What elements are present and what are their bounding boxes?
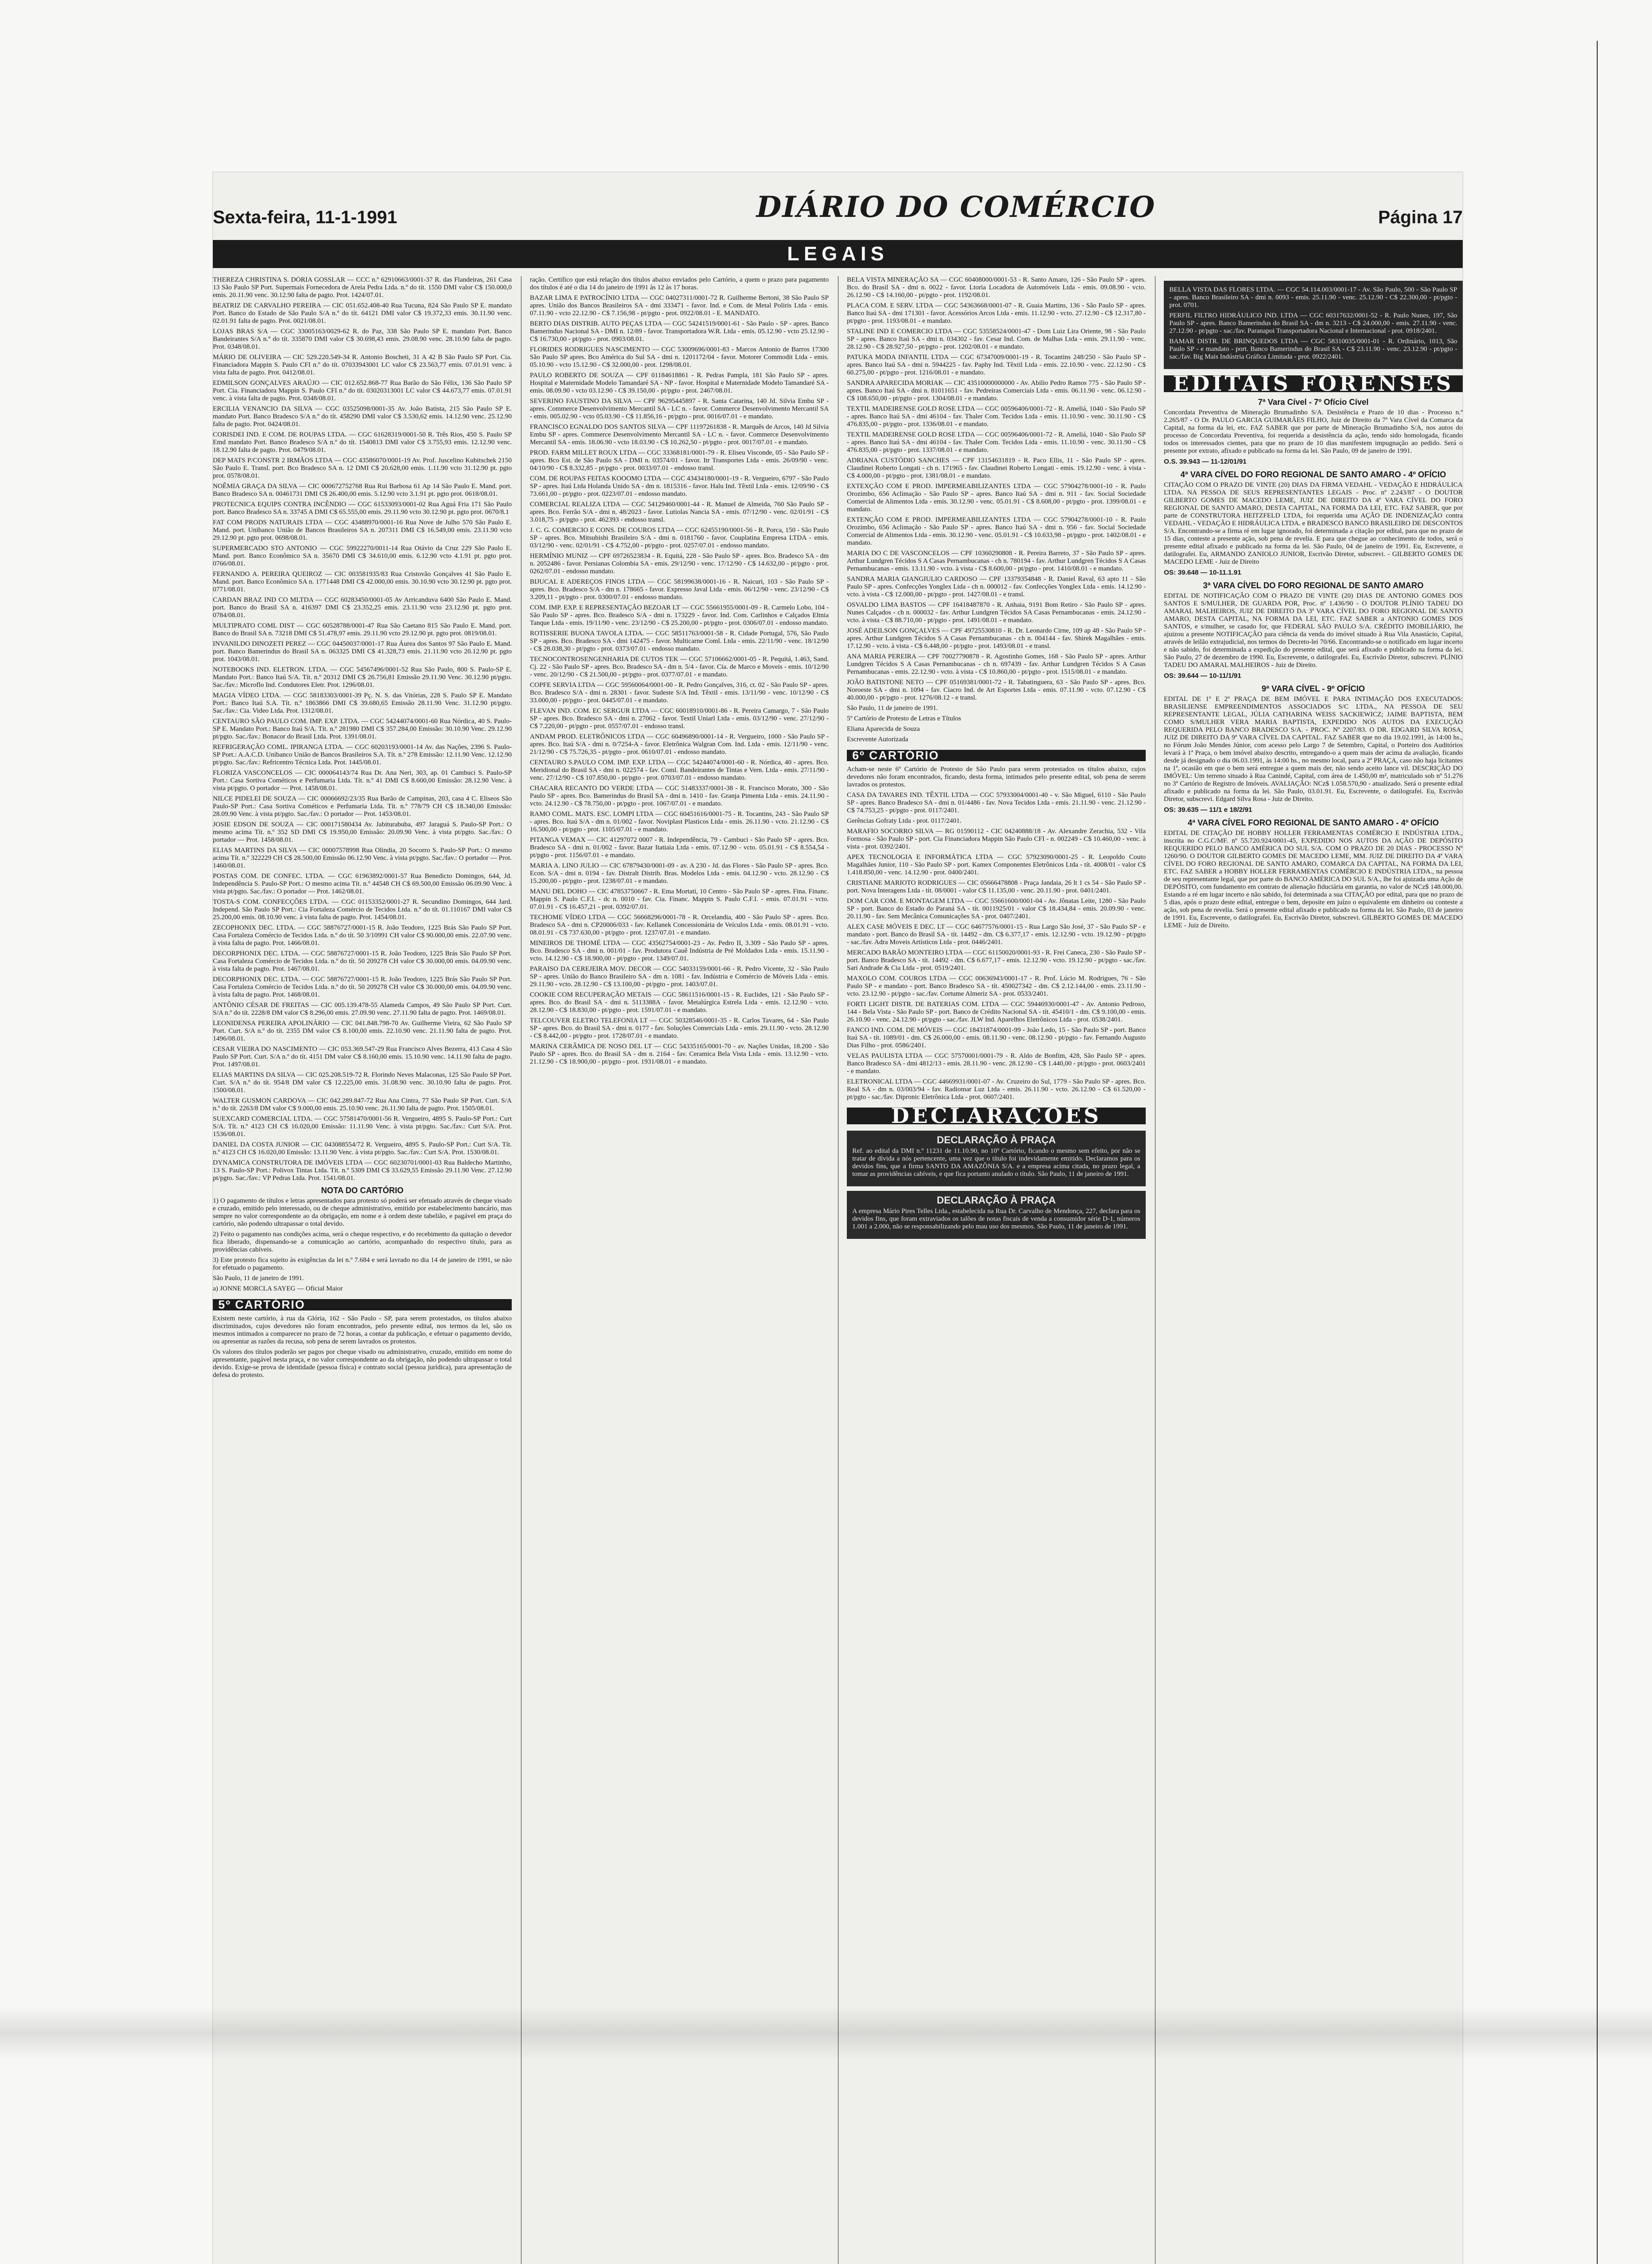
protest-notice: POSTAS COM. DE CONFEC. LTDA. — CGC 61963892/0001-57 Rua Benedicto Domingos, 644, Jd. Independência S. Paulo-SP Port.: O mesmo acima Tít. n.º 44548 CH C$ 69.500,00 Emissão 06.09.90 Venc. à vista pt/pgto. Sac./fav.: O portador — Prot. 1462/08.01.: [213, 873, 512, 895]
protest-notice: REFRIGERAÇÃO COML. IPIRANGA LTDA. — CGC 60203193/0001-14 Av. das Nações, 2396 S. Paulo-SP Port.: A.A.C.D. Unibanco União de Bancos Brasileiros S.A. Tít. n.º 278 Emissão: 12.11.90 Venc. 12.12.90 pt/pgto. Sac./fav.: Refricentro Técnica Ltda. Prot. 1445/08.01.: [213, 743, 512, 766]
newspaper-page: [213, 172, 1463, 2264]
protest-notice: MARINA CERÂMICA DE NOSO DEL LT — CGC 54335165/0001-70 - av. Nações Unidas, 18.200 - São Paulo SP - apres. Bco. do Brasil SA - dm n. 2164 - fav. Ceramica Bela Vista Ltda - emis. 13.12.90 - vcto. 21.12.90 - C$ 18.900,00 - pt/pgto - prot. 1931/08.01 - e mandato.: [530, 1043, 829, 1065]
declaracoes-header: DECLARAÇÕES: [847, 1108, 1146, 1124]
protest-notice: PAULO ROBERTO DE SOUZA — CPF 01184618861 - R. Pedras Pampla, 181 São Paulo SP - apres. Hospital e Maternidade Modelo Tamandaré SA - NP - favor. Hospital e Maternidade Modelo Tamandaré SA - emis. 08.09.90 - vcto 03.12.90 - C$ 39.150,00 - pt/pgto - prot. 2467/08.01.: [530, 372, 829, 394]
col3-cartorio6: [847, 766, 1146, 1101]
col1-note: [213, 1197, 512, 1293]
protest-notice: NOTEBOOKS IND. ELETRON. LTDA. — CGC 54567496/0001-52 Rua São Paulo, 800 S. Paulo-SP E. Mandato Port.: Banco Itaú S/A. Tít. n.º 20312 DMI C$ 26.756,81 Emissão 29.11.90 Venc. 30.12.90 pt/pgto. Sac./fav.: Microflo Ind. Condutores Eletr. Prot. 1296/08.01.: [213, 666, 512, 689]
note-title: NOTA DO CARTÓRIO: [321, 1186, 403, 1195]
edital-signoff: OS: 39.644 — 10-11/1/91: [1164, 672, 1241, 680]
protest-notice: J. C. G. COMERCIO E CONS. DE COUROS LTDA — CGC 62455190/0001-56 - R. Porca, 150 - São Paulo SP - apres. Bco. Mitsubishi Brasileiro S/A - dmi n. 0181760 - favor. Couplatina Empresa LTDA - emis. 03/12/90 - venc. 02/01/91 - C$ 4.752,00 - pt/pgto - prot. 0257/07.01 - endosso mandato.: [530, 527, 829, 549]
protest-notice: CESAR VIEIRA DO NASCIMENTO — CIC 053.369.547-29 Rua Francisco Alves Bezerra, 413 Casa 4 São Paulo SP Port. Curt. S/A n.º do tít. 4151 DM valor C$ 8.160,00 emis. 15.10.90 venc. 14.11.90 falta de pagto. Prot. 1497/08.01.: [213, 1046, 512, 1068]
declaracao-title: DECLARAÇÃO À PRAÇA: [936, 1194, 1056, 1206]
note-paragraph: 3) Este protesto fica sujeito às exigências da lei n.º 7.684 e será lavrado no dia 14 de janeiro de 1991, se não for efetuado o pagamento.: [213, 1257, 512, 1271]
declaracao-text: A empresa Mário Pires Telles Ltda., estabelecida na Rua Dr. Carvalho de Mendonça, 227, declara para os devidos fins, que foram extraviados os talões de notas fiscais de venda a consumidor série D-1, números 1.001 a 2.000, não se responsabilizando pelo mau uso dos mesmos. São Paulo, 11 de janeiro de 1991.: [852, 1208, 1140, 1230]
protest-notice: JOÃO BATISTONE NETO — CPF 05169381/0001-72 - R. Tabatinguera, 63 - São Paulo SP - apres. Bco. Noroeste SA - dmi n. 1094 - fav. Ciacro Ind. de Art Esportes Ltda - emis. 07.11.90 - vcto. 07.12.90 - C$ 40.000,00 - pt/pgto - prot. 1276/08.12 - e transl.: [847, 679, 1146, 701]
protest-notice: TOSTA-S COM. CONFECÇÕES LTDA. — CGC 01153352/0001-27 R. Secundino Domingos, 644 Jard. Independ. São Paulo SP Port.: Cia Fortaleza Comércio de Tecidos Ltda. n.º do tít. 01.110167 DMI valor C$ 25.200,00 emis. 08.10.90 venc. à vista falta de pagto. Prot. 1454/08.01.: [213, 898, 512, 921]
protest-notice: CENTAURO SÃO PAULO COM. IMP. EXP. LTDA. — CGC 54244074/0001-60 Rua Nórdica, 40 S. Paulo-SP E. Mandato Port.: Banco Itaú S/A. Tít. n.º 281980 DMI C$ 357.284,00 Emissão: 30.10.90 Venc. 29.12.90 pt/pgto. Sac./fav.: Bonacor do Brasil Ltda. Prot. 1391/08.01.: [213, 718, 512, 740]
column-divider: [521, 276, 522, 2264]
edital-heading: 9ª VARA CÍVEL - 9º OFÍCIO: [1262, 684, 1365, 693]
protest-notice: NILCE PIDELEI DE SOUZA — CIC 00066692/23/35 Rua Barão de Campinas, 203, casa 4 C. Eliseos São Paulo-SP Port.: Casa Sortiva Cométicos e Perfumaria Ltda. Tít. n.º 778/79 CH C$ 18.340,00 Emissão: 28.09.90 Venc. à vista pt/pgto. Sac./fav.: O portador — Prot. 1453/08.01.: [213, 795, 512, 818]
edital-heading: 4ª VARA CÍVEL FORO REGIONAL DE SANTO AMARO - 4º OFÍCIO: [1187, 818, 1439, 827]
protest-notice: ADRIANA CUSTÓDIO SANCHES — CPF 13154631819 - R. Paco Ellis, 11 - São Paulo SP - apres. Claudinei Roberto Longati - ch n. 171965 - fav. Claudinei Roberto Longati - emis. 19.12.90 - venc. à vista - C$ 4.000,00 - pt/pgto - prot. 1381/08.01 - e mandato.: [847, 457, 1146, 480]
protest-notice: MAXOLO COM. COUROS LTDA — CGC 00636943/0001-17 - R. Prof. Lúcio M. Rodrigues, 76 - São Paulo SP - e mandato - port. Banco Bradesco SA - tít. 450027342 - dm. C$ 2.12.144,00 - emis. 23.11.90 - vcto. 23.12.90 - pt/pgto - sac./fav. Cortume Almeriz SA - prot. 0533/2401.: [847, 975, 1146, 998]
protest-notice: BAZAR LIMA E PATROCÍNIO LTDA — CGC 04027311/0001-72 R. Guilherme Bertoni, 38 São Paulo SP apres. União dos Bancos Brasileiros SA - dmi 333471 - favor. Ind. e Com. de Metal Poliris Ltda - emis. 07.11.90 - vcto 22.12.90 - C$ 7.156,98 - pt/pgto - prot. 0922/08.01 - E. MANDATO.: [530, 294, 829, 317]
editais-forenses-header: EDITAIS FORENSES: [1164, 375, 1463, 392]
protest-notice: ELIAS MARTINS DA SILVA — CIC 00007578998 Rua Olindia, 20 Socorro S. Paulo-SP Port.: O mesmo acima Tít. n.º 322229 CH C$ 28.500,00 Emissão 06.12.90 Venc. à vista pt/pgto. Sac./fav.: O portador — Prot. 1460/08.01.: [213, 847, 512, 869]
protest-notice: EDMILSON GONÇALVES ARAÚJO — CIC 012.652.868-77 Rua Barão do São Félix, 136 São Paulo SP Port. Cia. Financiadora Mappin S. Paulo CFI n.º do tít. 03020313001 LC valor C$ 44.673,77 emis. 07.01.91 venc. à vista falta de pagto. Prot. 0348/08.01.: [213, 379, 512, 402]
declaracao-box-2: [847, 1191, 1146, 1239]
protest-notice: CRISTIANE MARIOTO RODRIGUES — CIC 05666478808 - Praça Jandaia, 26 lt 1 cs 54 - São Paulo SP - port. Nova Interagens Ltda - tít. 08/0001 - valor C$ 11.135,00 - venc. 20.11.90 - prot. 0401/2401.: [847, 879, 1146, 894]
protest-notice: ROTISSERIE BUONA TAVOLA LTDA. — CGC 58511763/0001-58 - R. Cidade Portugal, 576, São Paulo SP - apres. Bco. Bradesco SA - dmi 142475 - favor. Multicarne Coml. Ltda - emis. 22/11/90 - venc. 18/12/90 - C$ 28.038,30 - pt/pgto - prot. 0373/07.01 - endosso mandato.: [530, 630, 829, 652]
edital-heading: 3ª VARA CÍVEL DO FORO REGIONAL DE SANTO AMARO: [1203, 581, 1424, 590]
page-number: Página 17: [1378, 207, 1463, 227]
protest-notice: FLORIDES RODRIGUES NASCIMENTO — CGC 53009696/0001-83 - Marcos Antonio de Barros 17300 São Paulo SP apres. Bco América do Sul SA - dmi n. 1201172/04 - favor. Motorer Commodit Ltda - emis. 05.10.90 - vcto 15.12.90 - C$ 32.000,00 - prot. 1298/08.01.: [530, 346, 829, 369]
protest-notice: MARAFIO SOCORRO SILVA — RG 01590112 - CIC 04240888/18 - Av. Alexandre Zerachia, 532 - Vila Formosa - São Paulo SP - port. Cia Financiadora Mappin São Paulo CFI - n. 002249 - C$ 10.460,00 - venc. à vista - prot. 0392/2401.: [847, 828, 1146, 850]
protest-notice: CASA DA TAVARES IND. TÊXTIL LTDA — CGC 57933004/0001-40 - v. São Miguel, 6110 - São Paulo SP - apres. Banco Bradesco SA - dmi n. 01/4486 - fav. Nova Tecidos Ltda - emis. 21.11.90 - venc. 21.12.90 - C$ 74.753,25 - pt/pgto - prot. 0117/2401.: [847, 791, 1146, 814]
protest-notice: ZECOPHONIX DEC. LTDA. — CGC 58876727/0001-15 R. João Teodoro, 1225 Brás São Paulo SP Port. Casa Fortaleza Comércio de Tecidos Ltda. n.º do tít. 50 3/10991 CH valor C$ 90.000,00 emis. 22.07.90 venc. à vista falta de pagto. Prot. 1466/08.01.: [213, 924, 512, 947]
protest-notice: TECHOME VÍDEO LTDA — CGC 56668296/0001-78 - R. Orcelandia, 400 - São Paulo SP - apres. Bco. Bradesco SA - dmi n. CP20006/033 - fav. Kellanek Concessionária de Veículos Ltda - emis. 08.01.91 - vcto. 08.01.91 - C$ 737.630,00 - pt/pgto - prot. 1237/07.01 - e mandato.: [530, 914, 829, 936]
cartorio5-header: 5º CARTÓRIO: [213, 1299, 512, 1310]
protest-notice: BELLA VISTA DAS FLORES LTDA. — CGC 54.114.003/0001-17 - Av. São Paulo, 500 - São Paulo SP - apres. Banco Brasileiro SA - dmi n. 0093 - emis. 25.11.90 - venc. 25.12.90 - C$ 22.300,00 - pt/pgto - prot. 0701.: [1169, 286, 1457, 309]
declaracao-box-1: [847, 1131, 1146, 1186]
protest-notice: ELETRONICAL LTDA — CGC 44669931/0001-07 - Av. Cruzeiro do Sul, 1779 - São Paulo SP - apres. Bco. Real SA - dm n. 03/003/94 - fav. Radiomar Luz Ltda - emis. 26.11.90 - vcto. 26.12.90 - C$ 61.520,00 - pt/pgto - sac./fav. Dipronic Eletrônica Ltda - prot. 0607/2401.: [847, 1078, 1146, 1101]
column-divider: [1155, 276, 1156, 2264]
note-paragraph: 2) Feito o pagamento nas condições acima, será o cheque respectivo, e do recebimento da quitação o devedor fica liberado, dispensando-se a comunicação ao cartório, acompanhado do respectivo título, para as providências cabíveis.: [213, 1231, 512, 1253]
protest-notice: HERMÍNIO MUNIZ — CPF 69726523834 - R. Equitá, 228 - São Paulo SP - apres. Bco. Bradesco SA - dm n. 2052486 - favor. Persianas Colombia SA - emis. 29/12/90 - venc. 17/12/90 - C$ 14.632,00 - pt/pgto - prot. 0262/07.01 - endosso mandato.: [530, 552, 829, 575]
edital-heading: 4ª VARA CÍVEL DO FORO REGIONAL DE SANTO AMARO - 4º OFÍCIO: [1180, 470, 1446, 479]
protest-notice: ração. Certifico que está relação dos títulos abaixo enviados pelo Cartório, a quem o prazo para pagamento dos títulos é até o dia 14 do janeiro de 1991 às 12 às 17 horas.: [530, 276, 829, 291]
protest-notice: BERTO DIAS DISTRIB. AUTO PEÇAS LTDA — CGC 54241519/0001-61 - São Paulo - SP - apres. Banco Bamerindus Nacional SA - DMI n. 12/89 - favor. Transportadora W.R. Ltda - emis. 05.12.90 - vcto 25.12.90 - C$ 16.730,00 - pt/pgto - prot. 0903/08.01.: [530, 320, 829, 343]
protest-notice: BAMAR DISTR. DE BRINQUEDOS LTDA — CGC 58310035/0001-01 - R. Ordinário, 1013, São Paulo SP - e mandato - port. Banco Bamerindus do Brasil SA - C$ 23.11.90 - venc. 23.12.90 - pt/pgto - sac./fav. Big Mais Indústria Gráfica Limitada - prot. 0922/2401.: [1169, 338, 1457, 360]
cartorio6-header: 6º CARTÓRIO: [847, 750, 1146, 761]
protest-notice: PROTECNICA EQUIPS CONTRA INCÊNDIO — CGC 61533093/0001-02 Rua Aguá Fria 171 São Paulo port. Banco Bradesco SA n. 33745 A DMI C$ 65.555,00 emis. 29.11.90 vcto 30.12.90 pt. pgto prot. 0670/8.1: [213, 501, 512, 516]
protest-notice: THEREZA CHRISTINA S. DÓRIA GOSSLAR — CCC n.º 62910663/0001-37 R. das Flandeiras, 261 Casa 13 São Paulo SP Port. Supermais Fornecedora de Areia Pedra Ltda. n.º do tít. 1550 DMI valor C$ 150.000,0 emis. 20.11.90 venc. 30.12.90 falta de pagto. Prot. 1424/07.01.: [213, 276, 512, 299]
protest-notice: LOJAS BRAS S/A — CGC 33005163/0029-62 R. do Paz, 338 São Paulo SP E. mandato Port. Banco Bandeirantes S/A n.º do tít. 335870 DMI valor C$ 30.698,43 emis. 29.08.90 venc. 28.10.90 falta de pagto. Prot. 0348/08.01.: [213, 328, 512, 350]
edital-text: EDITAL DE NOTIFICAÇÃO COM O PRAZO DE VINTE (20) DIAS DE ANTONIO GOMES DOS SANTOS E S/MULHER, DE GUARDA POR, Proc. nº 1.436/90 - O DOUTOR PLÍNIO TADEU DO AMARAL MALHEIROS, JUIZ DE DIREITO DA 3ª VARA CÍVEL DO FORO REGIONAL DE SANTO AMARO, DESTA CAPITAL, NA FORMA DA LEI, ETC. FAZ SABER a ANTONIO GOMES DOS SANTOS, e s/mulher, se casado for, que FEDERAL SÃO PAULO S/A. CRÉDITO IMOBILIÁRIO, lhe ajuizou a presente NOTIFICAÇÃO para ciência da venda do imóvel situado à Rua Vila Anastácio, Capital, através de leilão extrajudicial, nos termos do Decreto-lei 70/66. Encontrando-se o notificado em lugar incerto e não sabido, foi determinada a expedição do presente edital, que será afixado e publicado na forma da lei. São Paulo, 27 de dezembro de 1990. Eu, Escrevente, o datilografei. Eu, Escrivão Diretor, subscrevi. PLÍNIO TADEU DO AMARAL MALHEIROS - Juiz de Direito.: [1164, 592, 1463, 669]
col3-notices: [847, 276, 1146, 743]
protest-notice: COMERCIAL REALIZA LTDA — CGC 54129460/0001-44 - R. Manuel de Almeida, 760 São Paulo SP - apres. Bco. Ferrão S/A - dmi n. 48/2023 - favor. Lutiolas Nancia SA - emis. 07/12/90 - venc. 02/01/91 - C$ 3.018,75 - pt/pgto - prot. 462393 - endosso transl.: [530, 501, 829, 523]
protest-notice: MÁRIO DE OLIVEIRA — CIC 529.220.549-34 R. Antonio Boscheti, 31 A 42 B São Paulo SP Port. Cia. Financiadora Mappin S. Paulo CFI n.º do tít. 07033943001 LC valor C$ 23.563,77 emis. 07.01.91 venc. à vista falta de pagto. Prot. 0412/08.01.: [213, 354, 512, 376]
protest-notice: Eliana Aparecida de Souza: [847, 725, 920, 733]
protest-notice: SEVERINO FAUSTINO DA SILVA — CPF 96295445897 - R. Santa Catarina, 140 Jd. Silvia Embu SP - apres. Commerce Desenvolvimento Mercantil SA - LC n. - favor. Commerce Desenvolvimento Mercantil SA - emis. 005.02.90 - vcto 05.03.90 - C$ 11.856,16 - pt/pgto - prot. 0016/07.01 - e mandato.: [530, 398, 829, 420]
protest-notice: FLEVAN IND. COM. EC SERGUR LTDA — CGC 60018910/0001-86 - R. Pereira Camargo, 7 - São Paulo SP - apres. Bco. Bradesco SA - dmi n. 27062 - favor. Textil Uniarl Ltda - emis. 03/12/90 - venc. 27/12/90 - C$ 7.220,00 - pt/pgto - prot. 0557/07.01 - endosso transl.: [530, 707, 829, 730]
protest-notice: DEP MATS P/CONSTR 2 IRMÃOS LTDA — CGC 43586070/0001-19 Av. Prof. Juscelino Kubitschek 2150 São Paulo E. Transl. port. Bco Bradesco SA n. 12 DMI C$ 20.628,00 emis. 1.11.90 vcto 31.12.90 pt. pgto prot. 0578/08.01.: [213, 457, 512, 480]
note-paragraph: 1) O pagamento de títulos e letras apresentados para protesto só poderá ser efetuado através de cheque visado e cruzado, emitido pelo interessado, ou de cheque administrativo, emitido por estabelecimento bancário, mas sempre no valor correspondente ao da obrigação, em nome e à ordem deste tabelião, e pagável em praça do cartório, não podendo ultrapassar o total devido.: [213, 1197, 512, 1228]
protest-notice: JOSIE EDSON DE SOUZA — CIC 000171580434 Av. Jabiturabuba, 497 Jaraguá S. Paulo-SP Port.: O mesmo acima Tít. n.º 352 SD DMI C$ 19.950,00 Emissão: 20.09.90 Venc. à vista pt/pgto. Sac./fav.: O portador — Prot. 1458/08.01.: [213, 821, 512, 844]
protest-notice: DECORPHONIX DEC. LTDA. — CGC 58876727/0001-15 R. João Teodoro, 1225 Brás São Paulo SP Port. Casa Fortaleza Comércio de Tecidos Ltda. n.º do tít. 50 209278 CH valor C$ 30.000,00 emis. 04.09.90 venc. à vista falta de pagto. Prot. 1468/08.01.: [213, 976, 512, 998]
protest-notice: OSVALDO LIMA BASTOS — CPF 16418487870 - R. Anhaia, 9191 Bom Retiro - São Paulo SP - apres. Nunes Calçados - ch n. 000032 - fav. Arthur Lundgren Técidos SA Casas Pernambucanas - emis. 24.12.90 - vcto. à vista - C$ 88.710,00 - pt/pgto - prot. 1491/08.01 - e mandato.: [847, 601, 1146, 624]
protest-notice: PITANGA VEMAX — CIC 41297072 0007 - R. Independência, 79 - Cambuci - São Paulo SP - apres. Bco. Bradesco SA - dmi n. 01/002 - favor. Bazar Itatiaia Ltda - emis. 07.12.90 - vcto. 05.01.91 - C$ 8.554,54 - pt/pgto - prot. 1156/07.01 - e mandato.: [530, 836, 829, 859]
protest-notice: ALEX CASE MÓVEIS E DEC. LT — CGC 64677576/0001-15 - Rua Largo São José, 37 - São Paulo SP - e mandato - port. Banco do Brasil SA - tít. 14492 - dm. C$ 6.377,17 - emis. 12.12.90 - vcto. 19.12.90 - pt/pgto - sac./fav. Adra Moveis Artísticos Ltda - prot. 0446/2401.: [847, 923, 1146, 946]
protest-notice: JOSÉ ADEILSON GONÇALVES — CPF 49725530810 - R. Dr. Leonardo Cirne, 109 ap 48 - São Paulo SP - apres. Arthur Lundgren Técidos S A Casas Pernambucanas - ch n. 004144 - fav. Shirek Magalhães - emis. 17.12.90 - vcto. à vista - C$ 6.448,00 - pt/pgto - prot. 1493/08.01 - e transl.: [847, 627, 1146, 650]
newspaper-masthead: DIÁRIO DO COMÉRCIO: [756, 190, 1156, 224]
protest-notice: PARAISO DA CEREJEIRA MOV. DECOR — CGC 54033159/0001-66 - R. Pedro Vicente, 32 - São Paulo SP - apres. União do Banco Brasileiro SA - dm n. 1081 - fav. Indústria e Comércio de Móveis Ltda - emis. 29.11.90 - vcto. 28.12.90 - C$ 13.100,00 - pt/pgto - prot. 1403/07.01.: [530, 965, 829, 988]
section-title-bar: LEGAIS: [213, 240, 1463, 268]
protest-notice: 5º Cartório de Protesto de Letras e Títulos: [847, 715, 961, 722]
declaracao-title: DECLARAÇÃO À PRAÇA: [936, 1134, 1056, 1146]
protest-notice: PATUKA MODA INFANTIL LTDA — CGC 67347009/0001-19 - R. Tocantins 248/250 - São Paulo SP - apres. Banco Itaú SA - dmi n. 5944225 - fav. Paphy Ind. Têxtil Ltda - emis. 22.10.90 - venc. 22.12.90 - C$ 60.275,00 - pt/pgto - prot. 1216/08.01 - e mandato.: [847, 354, 1146, 376]
protest-notice: TELCOUVER ELETRO TELEFONIA LT — CGC 50328546/0001-35 - R. Carlos Tavares, 64 - São Paulo SP - apres. Bco. do Brasil SA - dmi n. 0177 - fav. Soluções Comerciais Ltda - emis. 29.11.90 - vcto. 28.12.90 - C$ 8.442,00 - pt/pgto - prot. 1728/07.01 - e mandato.: [530, 1017, 829, 1040]
col2-notices: [530, 276, 829, 1066]
protest-notice: TECNOCONTROSENGENHARIA DE CUTOS TEK — CGC 57106662/0001-05 - R. Pequitá, 1.463, Sand. Cj. 22 - São Paulo SP - apres. Bco. Bradesco SA - dm n. 5/4 - favor. Cia. de Marco e Moveis - emis. 10/12/90 - venc. 20/12/90 - C$ 21.500,00 - pt/pgto - prot. 0377/07.01 - e mandato.: [530, 656, 829, 678]
protest-notice: Acham-se neste 6º Cartório de Protesto de São Paulo para serem protestados os títulos abaixo, cujos devedores não foram encontrados, ficando, desta forma, intimados pelo presente edital, sob pena de serem lavrados os protestos.: [847, 766, 1146, 788]
column-4: [1164, 276, 1463, 2264]
edital-signoff: OS: 39.635 — 11/1 e 18/2/91: [1164, 806, 1253, 814]
protest-notice: FORTI LIGHT DISTR. DE BATERIAS COM. LTDA — CGC 59446930/0001-47 - Av. Antonio Pedroso, 144 - Bela Vista - São Paulo SP - port. Banco de Crédito Nacional SA - tít. 45410/1 - dm. C$ 9.100,00 - emis. 26.10.90 - venc. 24.12.90 - pt/pgto - sac./fav. JLW Ind. Aparelhos Eletrônicos Ltda - prot. 0538/2401.: [847, 1001, 1146, 1023]
protest-notice: MULTIPRATO COML DIST — CGC 60528788/0001-47 Rua São Caetano 815 São Paulo E. Mand. port. Banco do Brasil SA n. 73218 DMI C$ 51.478,97 emis. 29.11.90 vcto 29.12.90 pt. pgto prot. 0819/08.01.: [213, 622, 512, 637]
protest-notice: DOM CAR COM. E MONTAGEM LTDA — CGC 55661600/0001-04 - Av. Jônatas Leite, 1280 - São Paulo SP - port. Banco do Estado do Paraná SA - tít. 0011925/01 - valor C$ 18.434,84 - emis. 20.09.90 - venc. 20.11.90 - fav. Sem Mecânica Comunicações SA - prot. 0407/2401.: [847, 897, 1146, 920]
col1-cartorio5: [213, 1315, 512, 1379]
cartorio-paragraph: Os valores dos títulos poderão ser pagos por cheque visado ou administrativo, cruzado, emitido em nome do apresentante, pagável nesta praça, e no valor correspondente ao da obrigação, não podendo ultrapassar o total devido. Exige-se prova de identidade (pessoa física) e contrato social (pessoa jurídica), para apresentação de defesa do protesto.: [213, 1348, 512, 1379]
protest-notice: FANCO IND. COM. DE MÓVEIS — CGC 18431874/0001-99 - João Ledo, 15 - São Paulo SP - port. Banco Itaú SA - tít. 1089/01 - dm. C$ 26.000,00 - emis. 08.11.90 - venc. 08.12.90 - pt/pgto - fav. Fernando Augusto Dias Filho - prot. 0586/2401.: [847, 1026, 1146, 1049]
note-paragraph: São Paulo, 11 de janeiro de 1991.: [213, 1275, 304, 1282]
protest-notice: Escrevente Autorizada: [847, 736, 908, 743]
edital-signoff: O.S. 39.943 — 11-12/01/91: [1164, 458, 1247, 465]
protest-notice: ANDAM PROD. ELETRÔNICOS LTDA — CGC 60496890/0001-14 - R. Vergueiro, 1000 - São Paulo SP - apres. Bco. Itaú S/A - dmi n. 0/7254-A - favor. Eletrônica Walgran Com. Ind. Ltda - emis. 12/11/90 - venc. 21/12/90 - C$ 75.726,35 - pt/pgto - prot. 0610/07.01 - endosso mandato.: [530, 733, 829, 756]
protest-notice: MINEIROS DE THOMÉ LTDA — CGC 43562754/0001-23 - Av. Pedro II, 3.309 - São Paulo SP - apres. Bco. Bradesco SA - dmi n. 001/01 - fav. Produtora Cauê Indústria de Pré Moldados Ltda - emis. 15.11.90 - vcto. 14.12.90 - C$ 18.900,00 - pt/pgto - prot. 1349/07.01.: [530, 940, 829, 962]
page-header: [213, 172, 1463, 240]
protest-notice: ANA MARIA PEREIRA — CPF 70027790878 - R. Agostinho Gomes, 168 - São Paulo SP - apres. Arthur Lundgren Técidos S A Casas Pernambucanas - ch n. 697439 - fav. Arthur Lundgren Técidos S A Casas Pernambucanas - emis. 22.12.90 - vcto. à vista - C$ 10.860,00 - pt/pgto - prot. 1515/08.01 - e mandato.: [847, 653, 1146, 676]
protest-notice: ELIAS MARTINS DA SILVA — CIC 025.208.519-72 R. Florindo Neves Malaconas, 125 São Paulo SP Port. Curt. S/A n.º do tít. 954/8 DM valor C$ 12.225,00 emis. 31.08.90 venc. 30.10.90 falta de pagto. Prot. 1500/08.01.: [213, 1071, 512, 1094]
protest-notice: EXTEXÇÃO COM E PROD. IMPERMEABILIZANTES LTDA — CGC 57904278/0001-10 - R. Paulo Orozimbo, 656 Aclimação - São Paulo SP - apres. Banco Itaú SA - dmi n. 911 - fav. Social Sociedade Comercial de Alimentos Ltda - emis. 30.12.90 - venc. 05.01.91 - C$ 8.608,00 - pt/pgto - prot. 1399/08.01 - e mandato.: [847, 483, 1146, 513]
edital-heading: 7ª Vara Cível - 7º Ofício Cível: [1258, 398, 1369, 407]
editais-list: [1164, 398, 1463, 930]
protest-notice: DANIEL DA COSTA JUNIOR — CIC 043088554/72 R. Vergueiro, 4895 S. Paulo-SP Port.: Curt S/A. Tít. n.º 4123 CH C$ 16.020,00 Emissão: 13.11.90 Venc. à vista pt/pgto. Sac./fav.: Curt S/A. Prot. 1530/08.01.: [213, 1141, 512, 1156]
protest-notice: WALTER GUSMON CARDOVA — CIC 042.289.847-72 Rua Ana Cintra, 77 São Paulo SP Port. Curt. S/A n.º do tít. 2263/8 DM valor C$ 9.000,00 emis. 25.10.90 venc. 26.11.90 falta de pagto. Prot. 1505/08.01.: [213, 1097, 512, 1112]
cartorio-paragraph: Existem neste cartório, à rua da Glória, 162 - São Paulo - SP, para serem protestados, os títulos abaixo discriminados, cujos devedores não foram encontrados, pelo presente edital, nos termos da lei, são os mesmos intimados a comparecer no prazo de 72 horas, a contar da publicação, e efetuar o pagamento devido, ou apresentar as razões da recusa, sob pena de serem lavrados os protestos.: [213, 1315, 512, 1345]
col1-notices: [213, 276, 512, 1182]
protest-notice: CHACARA RECANTO DO VERDE LTDA — CGC 51483337/0001-38 - R. Francisco Morato, 300 - São Paulo SP - apres. Bco. Bamerindus do Brasil SA - dmi n. 1410 - fav. Granja Pimenta Ltda - emis. 24.11.90 - vcto. 24.12.90 - C$ 78.750,00 - pt/pgto - prot. 1067/07.01 - e mandato.: [530, 785, 829, 807]
protest-notice: MARIA DO C DE VASCONCELOS — CPF 10360290808 - R. Pereira Barreto, 37 - São Paulo SP - apres. Arthur Lundgren Técidos S A Casas Pernambucanas - ch n. 780194 - fav. Arthur Lundgren Técidos S A Casas Pernambucanas - emis. 13.11.90 - vcto. à vista - C$ 8.600,00 - pt/pgto - prot. 1410/08.01 - e mandato.: [847, 550, 1146, 572]
protest-notice: DYNAMICA CONSTRUTORA DE IMÓVEIS LTDA — CGC 60230701/0001-03 Rua Baldecho Martinho, 13 S. Paulo-SP Port.: Polivox Tintas Ltda. Tít. n.º 5309 DMI C$ 33.629,55 Emissão 29.11.90 Venc. 27.12.90 pt/pgto. Sac./fav.: VP Pedras Ltda. Prot. 1541/08.01.: [213, 1159, 512, 1182]
protest-notice: MARIA A. LINO JULIO — CIC 67879430/0001-09 - av. A 230 - Jd. das Flores - São Paulo SP - apres. Bco. Econ. S/A - dmi n. 0194 - fav. Distralt Distrib. Bras. Modelos Ltda - emis. 04.12.90 - vcto. 28.12.90 - C$ 15.200,00 - pt/pgto - prot. 1238/07.01 - e mandato.: [530, 862, 829, 885]
protest-notice: PROD. FARM MILLET ROUX LTDA — CGC 33368181/0001-79 - R. Eliseu Visconde, 05 - São Paulo SP - apres. Bco Est. de São Paulo SA - DMI n. 03574/01 - favor. Itr Transportes Ltda - emis. 26/09/90 - venc. 04/10/90 - C$ 8.332,85 - pt/pgto - prot. 0033/07.01 - endosso transl.: [530, 449, 829, 472]
protest-notice: SUEXCARD COMERCIAL LTDA. — CGC 57581470/0001-56 R. Vergueiro, 4895 S. Paulo-SP Port.: Curt S/A. Tít. n.º 4123 CH C$ 16.020,00 Emissão: 11.11.90 Venc. à vista pt/pgto. Sac./fav.: Curt S/A. Prot. 1536/08.01.: [213, 1115, 512, 1138]
edital-text: CITAÇÃO COM O PRAZO DE VINTE (20) DIAS DA FIRMA VEDAHL - VEDAÇÃO E HIDRÁULICA LTDA. NA PESSOA DE SEUS REPRESENTANTES LEGAIS - Proc. nº 2.243/87 - O DOUTOR GILBERTO GOMES DE MACEDO LEME, JUIZ DE DIREITO DA 4ª VARA CÍVEL DO FORO REGIONAL DE SANTO AMARO, DESTA CAPITAL, NA FORMA DA LEI, ETC. FAZ SABER, que por parte de CONSTRUTORA HEITZFELD LTDA, foi requerida uma AÇÃO DE INDENIZAÇÃO contra VEDAHL - VEDAÇÃO E HIDRÁULICA LTDA. e BRADESCO BANCO BRASILEIRO DE DESCONTOS S/A. Encontrando-se a firma ré em lugar ignorado, foi determinada a citação por edital, para que no prazo de 15 dias, conteste a presente ação, sob pena de revelia. E para que chegue ao conhecimento de todos, será o presente edital afixado e publicado na forma da lei. São Paulo, 04 de janeiro de 1991. Eu, Escrevente, o datilografei. Eu, ARMANDO ZANIOLO JUNIOR, Escrivão Diretor, subscrevi. - GILBERTO GOMES DE MACEDO LEME - Juiz de Direito: [1164, 481, 1463, 566]
protest-notice: STALINE IND E COMERCIO LTDA — CGC 53558524/0001-47 - Dom Luiz Lira Oriente, 98 - São Paulo SP - apres. Banco Itaú SA - dmi n. 034302 - fav. Cesar Ind. Com. de Malhas Ltda - emis. 29.11.90 - venc. 28.12.90 - C$ 28.927,50 - pt/pgto - prot. 1202/08.01 - e mandato.: [847, 328, 1146, 350]
col4-top-notices: [1164, 281, 1463, 369]
protest-notice: São Paulo, 11 de janeiro de 1991.: [847, 705, 938, 712]
protest-notice: SANDRA APARECIDA MORIAK — CIC 43510000000000 - Av. Abilio Pedro Ramos 775 - São Paulo SP - apres. Banco Itaú SA - dmi n. 81011651 - fav. Pedreiras Comerciais Ltda - emis. 06.11.90 - venc. 06.12.90 - C$ 108.650,00 - pt/pgto - prot. 1304/08.01 - e mandato.: [847, 379, 1146, 402]
protest-notice: CARDAN BRAZ IND CO MLTDA — CGC 60283450/0001-05 Av Arricanduva 6400 São Paulo E. Mand. port. Banco do Brasil SA n. 416397 DMI C$ 23.352,25 emis. 23.11.90 vcto 23.12.90 pt. pgto prot. 0784/08.01.: [213, 596, 512, 619]
protest-notice: FRANCISCO EGNALDO DOS SANTOS SILVA — CPF 11197261838 - R. Marquês de Arcos, 140 Jd Silvia Embu SP - apres. Commerce Desenvolvimento Mercantil SA - LC n. - favor. Commerce Desenvolvimento Mercantil SA - emis. 18.06.90 - vcto 18.03.90 - C$ 10.262,50 - pt/pgto - prot. 0017/07.01 - e mandato.: [530, 423, 829, 446]
protest-notice: TEXTIL MADEIRENSE GOLD ROSE LTDA — CGC 00596406/0001-72 - R. Ameliá, 1040 - São Paulo SP - apres. Banco Itaú SA - dmi 46104 - fav. Thaler Com. Tecidos Ltda - emis. 11.10.90 - venc. 30.11.90 - C$ 476.835,00 - pt/pgto - prot. 1337/08.01 - e mandato.: [847, 431, 1146, 454]
protest-notice: FAT COM PRODS NATURAIS LTDA — CGC 43488970/0001-16 Rua Nove de Julho 570 São Paulo E. Mand. port. Unibanco União de Bancos Brasileiros SA n. 207311 DMI C$ 16.549,00 emis. 23.11.90 vcto 29.12.90 pt. pgto prot. 0698/08.01.: [213, 519, 512, 542]
protest-notice: FERNANDO A. PEREIRA QUEIROZ — CIC 003581935/83 Rua Cristovão Gonçalves 41 São Paulo E. Mand. port. Banco Econômico SA n. 1771448 DMI C$ 42.000,00 emis. 30.10.90 vcto 30.12.90 pt. pgto prot. 0771/08.01.: [213, 571, 512, 593]
protest-notice: RAMO COML. MATS. ESC. LOMPI LTDA — CGC 60451616/0001-75 - R. Tocantins, 243 - São Paulo SP - apres. Bco. Itaú S/A - dm n. 01/002 - favor. Noviplast Plasticos Ltda - emis. 26.11.90 - vcto. 21.12.90 - C$ 16.500,00 - pt/pgto - prot. 1105/07.01 - e mandato.: [530, 811, 829, 833]
protest-notice: Gerências Gofraty Ltda - prot. 0117/2401.: [847, 817, 962, 825]
column-divider: [838, 276, 839, 2264]
declaracao-text: Ref. ao edital da DMI n.º 11231 de 11.10.90, no 10º Cartório, ficando o mesmo sem efeito, por não se tratar de dívida a nós pertencente, uma vez que o título foi indevidamente emitido. Declaramos para os devidos fins, que a firma SANTO DA AMAZÔNIA S/A. e a empresa acima citada, no prazo legal, a tomar as providências cabíveis, e que fica portanto anulado o título. São Paulo, 11 de janeiro de 1991.: [852, 1147, 1140, 1178]
protest-notice: LEONIDENSA PEREIRA APOLINÁRIO — CIC 041.848.798-70 Av. Guilherme Vieira, 62 São Paulo SP Port. Curt. S/A n.º do tít. 2355 DM valor C$ 8.100,00 emis. 22.10.90 venc. 21.11.90 falta de pagto. Prot. 1496/08.01.: [213, 1020, 512, 1042]
protest-notice: PLACA COM. E SERV. LTDA — CGC 54363668/0001-07 - R. Guaia Martins, 136 - São Paulo SP - apres. Banco Itaú SA - dmi 171301 - favor. Acessórios Arcos Ltda - emis. 11.12.90 - vcto. 27.12.90 - C$ 12.317,80 - pt/pgto - prot. 1193/08.01 - e mandato.: [847, 302, 1146, 325]
protest-notice: EXTENÇÃO COM E PROD. IMPERMEABILIZANTES LTDA — CGC 57904278/0001-10 - R. Paulo Orozimbo, 656 Aclimação - São Paulo SP - apres. Banco Itaú SA - dmi n. 956 - fav. Social Sociedade Comercial de Alimentos Ltda - emis. 30.12.90 - venc. 05.01.91 - C$ 10.633,98 - pt/pgto - prot. 1402/08.01 - e mandato.: [847, 516, 1146, 547]
protest-notice: MANU DEL DOHO — CIC 47853750667 - R. Ema Mortati, 10 Centro - São Paulo SP - apres. Fina. Financ. Mappin S. Paulo C.F.I. - dc n. 0010 - fav. Cia. Financ. Mappin S. Paulo C.F.I. - emis. 07.01.91 - vcto. 07.01.91 - C$ 16.457,21 - prot. 0392/07.01.: [530, 888, 829, 911]
protest-notice: ANTÔNIO CÉSAR DE FREITAS — CIC 005.139.478-55 Alameda Campos, 49 São Paulo SP Port. Curt. S/A n.º do tít. 2228/8 DM valor C$ 8.296,00 emis. 27.09.90 venc. 27.11.90 falta de pagto. Prot. 1469/08.01.: [213, 1002, 512, 1017]
note-paragraph: a) JONNE MORCLA SAYEG — Oficial Maior: [213, 1285, 343, 1292]
protest-notice: BIJUCAL E ADEREÇOS FINOS LTDA — CGC 58199638/0001-16 - R. Naicuri, 103 - São Paulo SP - apres. Bco. Bradesco S/A - dm n. 178665 - favor. Expresso Javal Ltda - emis. 06/12/90 - venc. 23/12/90 - C$ 3.209,11 - pt/pgto - prot. 0300/07.01 - endosso mandato.: [530, 578, 829, 601]
column-2: [530, 276, 829, 2264]
edital-text: EDITAL DE 1º E 2º PRAÇA DE BEM IMÓVEL E PARA INTIMAÇÃO DOS EXECUTADOS: BRASILIENSE EMPREENDIMENTOS ASSOCIADOS S/C LTDA., NA PESSOA DE SEU REPRESENTANTE LEGAL, JÚLIA CATHARINA WEISS SACKIEWICZ; JAIME BAPTISTA, BEM COMO S/MULHER VERA MARIA BAPTISTA, EXPEDIDO NOS AUTOS DA EXECUÇÃO REQUERIDA PELO BANCO BRADESCO S/A. - PROC. Nº 2207/83. O DR. EDGARD SILVA ROSA, JUIZ DE DIREITO DA 9ª VARA CÍVEL DA CAPITAL. FAZ SABER que no dia 19.02.1991, às 14:00 hs., no Fórum João Mendes Júnior, com acesso pelo Largo 7 de Setembro, Capital, o Porteiro dos Auditórios levará à 1ª Praça, o bem imóvel abaixo descrito, entregando-o a quem mais der acima da avaliação, ficando desde já designado o dia 06.03.1991, às 14:00 hs., no mesmo local, para a 2ª PRAÇA, caso não haja licitantes na 1ª, ocasião em que o bem será entregue a quem mais der, não sendo aceito lance vil. DESCRIÇÃO DO IMÓVEL: Um terreno situado à Rua Canindé, Capital, com área de 1.450,00 m², matriculado sob nº 51.276 no 3º Cartório de Registro de Imóveis. AVALIAÇÃO: NCz$ 1.058.570,90 - atualizado. Será o presente edital afixado e publicado na forma da lei. São Paulo, 03.01.91. Eu, Escrevente, o datilografei. Eu, Escrivão Diretor, subscrevi. Edgard Silva Rosa - Juiz de Direito.: [1164, 696, 1463, 803]
edital-text: EDITAL DE CITAÇÃO DE HOBBY HOLLER FERRAMENTAS COMÉRCIO E INDÚSTRIA LTDA., inscrita no C.G.C/MF. nº 55.720.924/0001-45, EXPEDIDO NOS AUTOS DA AÇÃO DE DEPÓSITO REQUERIDO PELO BANCO AMÉRICA DO SUL S/A. COM O PRAZO DE 20 DIAS - PROCESSO Nº 1260/90. O DOUTOR GILBERTO GOMES DE MACEDO LEME, MM. JUIZ DE DIREITO DA 4ª VARA CÍVEL DO FORO REGIONAL DE SANTO AMARO, COMARCA DA CAPITAL, NA FORMA DA LEI, ETC. FAZ SABER a HOBBY HOLLER FERRAMENTAS COMÉRCIO E INDÚSTRIA LTDA., na pessoa de seu representante legal, que por parte do BANCO AMÉRICA DO SUL S/A., lhe foi ajuizada uma Ação de DEPÓSITO, com fundamento em contrato de alienação fiduciária em garantia, no valor de NCz$ 148.000,00. Estando a ré em lugar incerto e não sabido, foi determinada a sua CITAÇÃO por edital, para que no prazo de 5 dias, após o prazo deste edital, entregue o bem, deposite em juízo o equivalente em dinheiro ou conteste a ação, sob pena de revelia. Será o presente edital afixado e publicado na forma da lei. São Paulo, 03 de janeiro de 1991. Eu, Escrevente, o datilografei. Eu, Escrivão Diretor, subscrevi. GILBERTO GOMES DE MACEDO LEME - Juiz de Direito.: [1164, 830, 1463, 929]
protest-notice: MAGIA VÍDEO LTDA. — CGC 58183303/0001-39 Pç. N. S. das Vitórias, 228 S. Paulo SP E. Mandato Port.: Banco Itaú S.A. Tít. n.º 1863866 DMI C$ 39.680,65 Emissão 28.11.90 Venc. 31.12.90 pt/pgto. Sac./fav.: Cia. Video Ltda. Prot. 1312/08.01.: [213, 692, 512, 715]
protest-notice: TEXTIL MADEIRENSE GOLD ROSE LTDA — CGC 00596406/0001-72 - R. Ameliá, 1040 - São Paulo SP - apres. Banco Itaú SA - dmi 46104 - fav. Thaler Com. Tecidos Ltda - emis. 11.10.90 - venc. 30.11.90 - C$ 476.835,00 - pt/pgto - prot. 1336/08.01 - e mandato.: [847, 405, 1146, 428]
protest-notice: FLORIZA VASCONCELOS — CIC 000064143/74 Rua Dr. Ana Neri, 303, ap. 01 Cambuci S. Paulo-SP Port.: Casa Sortiva Cométicos e Perfumaria Ltda. Tít. n.º 41 DMI C$ 8.600,00 Emissão: 28.12.90 Venc. à vista pt/pgto. O portador — Prot. 1458/08.01.: [213, 769, 512, 792]
protest-notice: COM. IMP. EXP. E REPRESENTAÇÃO BEZOAR LT — CGC 55661955/0001-09 - R. Carmelo Lobo, 104 - São Paulo SP - apres. Bco. Bradesco S/A - dmi n. 173229 - favor. Ind. Com. Carlinhos e Calçados Eltnia Tanque Ltda - emis. 19/11/90 - venc. 23/12/90 - C$ 25.200,00 - pt/pgto - prot. 0306/07.01 - endosso mandato.: [530, 604, 829, 627]
protest-notice: CORISDEI IND. E COM. DE ROUPAS LTDA. — CGC 61628319/0001-50 R. Três Rios, 450 S. Paulo SP Emd mandato Port. Banco Bradesco S/A n.º do tít. 1540813 DMI valor C$ 3.755,93 emis. 12.12.90 venc. 18.12.90 falta de pagto. Prot. 0479/08.01.: [213, 431, 512, 454]
edital-signoff: OS: 39.648 — 10-11.1.91: [1164, 569, 1241, 576]
protest-notice: BELA VISTA MINERAÇÃO SA — CGC 60408000/0001-53 - R. Santo Amaro, 126 - São Paulo SP - apres. Bco. do Brasil SA - dmi n. 0022 - favor. Ltoria Locadora de Automóveis Ltda - emis. 09.08.90 - vcto. 26.12.90 - C$ 14.160,00 - pt/pgto - prot. 1192/08.01.: [847, 276, 1146, 299]
protest-notice: COM. DE ROUPAS FEITAS KOOOMO LTDA — CGC 43434180/0001-19 - R. Vergueiro, 6797 - São Paulo SP - apres. Itaú Ltda Holanda Unido SA - dm n. 1815316 - favor. Halu Ind. Têxtil Ltda - emis. 12/09/90 - C$ 73.661,00 - pt/pgto - prot. 0223/07.01 - endosso mandato.: [530, 475, 829, 498]
protest-notice: DECORPHONIX DEC. LTDA. — CGC 58876727/0001-15 R. João Teodoro, 1225 Brás São Paulo SP Port. Casa Fortaleza Comércio de Tecidos Ltda. n.º do tít. 50 209278 CH valor C$ 30.000,00 emis. 04.09.90 venc. à vista falta de pagto. Prot. 1467/08.01.: [213, 950, 512, 973]
protest-notice: VELAS PAULISTA LTDA — CGC 57570001/0001-79 - R. Aldo de Bonfim, 428, São Paulo SP - apres. Banco Bradesco SA - dmi 4812/13 - emis. 28.11.90 - venc. 28.12.90 - C$ 1.440,00 - pt/pgto - prot. 0603/2401 - e mandato.: [847, 1052, 1146, 1075]
protest-notice: INVANILDO DINOZETI PEREZ — CGC 04450037/0001-17 Rua Áurea dos Santos 97 São Paulo E. Mand. port. Banco Bamerindus do Brasil SA n. 063325 DMI C$ 41.328,73 emis. 21.11.90 vcto 20.12.90 pt. pgto prot. 1043/08.01.: [213, 640, 512, 663]
protest-notice: BEATRIZ DE CARVALHO PEREIRA — CIC 051.652.408-40 Rua Tucuna, 824 São Paulo SP E. mandato Port. Banco do Estado de São Paulo S/A n.º do tít. 64121 DMI valor C$ 19.372,33 emis. 30.11.90 venc. 02.01.91 falta de pagto. Prot. 0021/08.01.: [213, 302, 512, 325]
protest-notice: COPFE SERVIA LTDA — CGC 59560064/0001-00 - R. Pedro Gonçalves, 316, ct. 02 - São Paulo SP - apres. Bco. Bradesco S/A - dmi n. 28301 - favor. Sudeste S/A Ind. Têxtil - emis. 13/11/90 - venc. 10/12/90 - C$ 33.000,00 - pt/pgto - prot. 0445/07.01 - e mandato.: [530, 681, 829, 704]
edital-text: Concordata Preventiva de Mineração Brumadinho S/A. Desistência e Prazo de 10 dias - Processo n.º 2.265/87 - O Dr. PAULO GARCIA GUIMARÃES FILHO, Juiz de Direito da 7ª Vara Cível da Comarca da Capital, na forma da lei, etc. FAZ SABER que por parte de Mineração Brumadinho S/A, nos autos do processo de Concordata Preventiva, foi requerida a desistência da ação, tendo sido homologada, ficando todos os interessados cientes, para que no prazo de 10 dias manifestem impugnação ao pedido. Será o presente por extrato, afixado e publicado na forma da lei. São Paulo, 09 de janeiro de 1991.: [1164, 409, 1463, 455]
page-fold-shadow: [0, 2006, 1652, 2060]
protest-notice: COOKIE COM RECUPERAÇÃO METAIS — CGC 58611516/0001-15 - R. Euclides, 121 - São Paulo SP - apres. Bco. do Brasil SA - dmi n. 5113388A - favor. Metalúrgica Estrela Ltda - emis. 12.12.90 - vcto. 28.12.90 - C$ 18.830,00 - pt/pgto - prot. 1591/07.01 - e mandato.: [530, 991, 829, 1014]
protest-notice: APEX TECNOLOGIA E INFORMÁTICA LTDA — CGC 57923090/0001-25 - R. Leopoldo Couto Magalhães Junior, 110 - São Paulo SP - port. Kamex Componentes Eletrônicos Ltda - tít. 4008/01 - valor C$ 1.418.850,00 - venc. 14.12.90 - prot. 0400/2401.: [847, 854, 1146, 876]
protest-notice: SUPERMERCADO STO ANTONIO — CGC 59922270/0011-14 Rua Otávio da Cruz 229 São Paulo E. Mand. port. Banco Econômico SA n. 35670 DMI C$ 34.610,00 emis. 6.12.90 vcto 4.1.91 pt. pgto prot. 0766/08.01.: [213, 545, 512, 567]
protest-notice: SANDRA MARIA GIANGIULIO CARDOSO — CPF 13379354848 - R. Daniel Raval, 63 apto 11 - São Paulo SP - apres. Confecções Yonglex Ltda - ch n. 000012 - fav. Confecções Yonglex Ltda - emis. 14.12.90 - vcto. à vista - C$ 12.000,00 - pt/pgto - prot. 1427/08.01 - e transl.: [847, 576, 1146, 598]
protest-notice: ERCILIA VENANCIO DA SILVA — CGC 03525098/0001-35 Av. João Batista, 215 São Paulo SP E. mandato Port. Banco Bradesco S/A n.º do tít. 458290 DMI valor C$ 3.530,62 emis. 14.12.90 venc. 25.12.90 falta de pagto. Prot. 0424/08.01.: [213, 405, 512, 428]
protest-notice: MERCADO BARÃO MONTEIRO LTDA — CGC 61150020/0001-93 - R. Frei Caneca, 230 - São Paulo SP - port. Banco Bradesco SA - tít. 14492 - dm. C$ 6.677,17 - emis. 12.12.90 - vcto. 19.12.90 - pt/pgto - sac./fav. Sari Andrade & Cia Ltda - prot. 0519/2401.: [847, 949, 1146, 972]
column-3: [847, 276, 1146, 2264]
protest-notice: NOÊMIA GRAÇA DA SILVA — CIC 000672752768 Rua Rui Barbosa 61 Ap 14 São Paulo E. Mand. port. Banco Bradesco SA n. 00461731 DMI C$ 26.400,00 emis. 5.12.90 vcto 3.1.91 pt. pgto prot. 0618/08.01.: [213, 483, 512, 498]
protest-notice: PERFIL FILTRO HIDRÁULICO IND. LTDA — CGC 60317632/0001-52 - R. Paulo Nunes, 197, São Paulo SP - apres. Banco Bamerindus do Brasil SA - dm n. 3213 - C$ 24.000,00 - emis. 27.11.90 - venc. 27.12.90 - pt/pgto - sac./fav. Paranapoi Transportadora Nacional e Internacional - prot. 0918/2401.: [1169, 312, 1457, 335]
column-1: [213, 276, 512, 2264]
issue-date: Sexta-feira, 11-1-1991: [213, 207, 397, 227]
protest-notice: CENTAURO S.PAULO COM. IMP. EXP. LTDA — CGC 54244074/0001-60 - R. Nórdica, 40 - apres. Bco. Meridional do Brasil SA - dmi n. 022574 - fav. Coml. Bandeirantes de Tintas e Vern. Ltda - emis. 27/11/90 - venc. 27/12/90 - C$ 107.850,00 - pt/pgto - prot. 0703/07.01 - endosso mandato.: [530, 759, 829, 782]
page-edge-line: [1597, 41, 1598, 2264]
